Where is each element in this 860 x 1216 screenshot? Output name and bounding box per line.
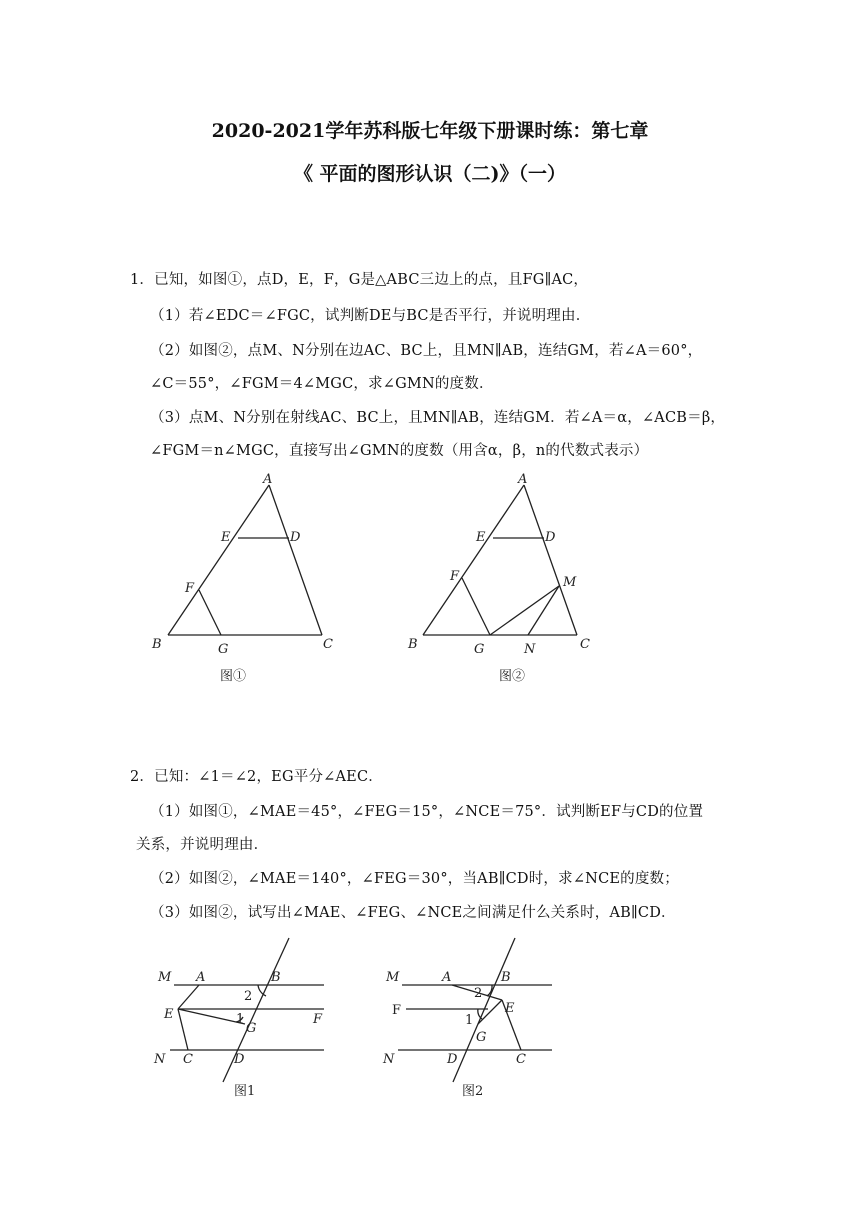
label-g: G [474,642,485,657]
label-f: F [450,569,460,584]
label-m: M [386,970,400,985]
segment-eg [478,1000,502,1024]
q2-part1-line1: （1）如图①，∠MAE＝45°，∠FEG＝15°，∠NCE＝75°．试判断EF与CD的位置 [150,804,704,820]
label-n: N [383,1052,395,1067]
segment-fg [462,578,490,635]
q1-figure-1 [140,468,360,690]
q1-figure-2 [400,468,620,690]
label-angle-2: 2 [244,989,253,1004]
label-a: A [442,970,452,985]
label-angle-1: 1 [236,1012,245,1027]
q1-part3-line2: ∠FGM＝n∠MGC，直接写出∠GMN的度数（用含α，β，n的代数式表示） [150,443,649,459]
label-e: E [164,1007,174,1022]
label-c: C [323,637,333,652]
side-ab [423,485,524,635]
label-e: E [476,530,486,545]
label-b: B [408,637,418,652]
label-g: G [218,642,229,657]
figure-caption: 图② [499,669,526,684]
q2-part2: （2）如图②，∠MAE＝140°，∠FEG＝30°，当AB∥CD时，求∠NCE的度数； [150,871,679,887]
side-ac [524,485,577,635]
q2-part3: （3）如图②，试写出∠MAE、∠FEG、∠NCE之间满足什么关系时，AB∥CD． [150,905,676,921]
label-b: B [271,970,281,985]
segment-eg [178,1009,245,1024]
label-angle-1: 1 [465,1013,474,1028]
label-e: E [221,530,231,545]
label-n: N [524,642,536,657]
q2-figure-1 [150,932,350,1104]
label-a: A [196,970,206,985]
label-m: M [158,970,172,985]
side-ab [168,485,269,635]
q1-part3-line1: （3）点M、N分别在射线AC、BC上，且MN∥AB，连结GM．若∠A＝α，∠ACB＝β， [150,410,726,426]
segment-mn [528,586,559,635]
document-title-line2: 《 平面的图形认识（二)》（一） [293,163,567,185]
q1-part2-line2: ∠C＝55°，∠FGM＝4∠MGC，求∠GMN的度数． [150,376,494,392]
q1-part2-line1: （2）如图②，点M、N分别在边AC、BC上，且MN∥AB，连结GM，若∠A＝60°， [150,343,703,359]
label-f: F [392,1003,402,1018]
label-e: E [505,1001,515,1016]
figure-caption: 图2 [462,1084,484,1099]
label-g: G [476,1030,487,1045]
q2-part1-line2: 关系，并说明理由． [136,837,269,853]
label-n: N [154,1052,166,1067]
label-d: D [234,1052,245,1067]
label-c: C [183,1052,193,1067]
label-c: C [580,637,590,652]
label-angle-2: 2 [474,986,483,1001]
label-d: D [290,530,301,545]
side-ac [269,485,322,635]
segment-gm [490,586,559,635]
segment-ae [178,985,199,1009]
label-d: D [545,530,556,545]
label-a: A [518,472,528,487]
segment-ec [178,1009,188,1050]
q2-stem: 2．已知：∠1＝∠2，EG平分∠AEC． [130,769,383,785]
label-g: G [246,1021,257,1036]
figure-caption: 图① [220,669,247,684]
q2-figure-2 [380,932,580,1104]
label-c: C [516,1052,526,1067]
label-f: F [313,1012,323,1027]
label-f: F [185,581,195,596]
label-b: B [501,970,511,985]
segment-fg [199,590,221,635]
transversal-bd [223,938,289,1082]
q1-part1: （1）若∠EDC＝∠FGC，试判断DE与BC是否平行，并说明理由． [150,308,591,324]
q1-stem: 1．已知，如图①，点D，E，F，G是△ABC三边上的点，且FG∥AC， [130,272,589,288]
label-a: A [263,472,273,487]
label-d: D [447,1052,458,1067]
label-b: B [152,637,162,652]
figure-caption: 图1 [234,1084,256,1099]
document-title-line1: 2020-2021学年苏科版七年级下册课时练：第七章 [211,120,649,142]
label-m: M [563,575,577,590]
